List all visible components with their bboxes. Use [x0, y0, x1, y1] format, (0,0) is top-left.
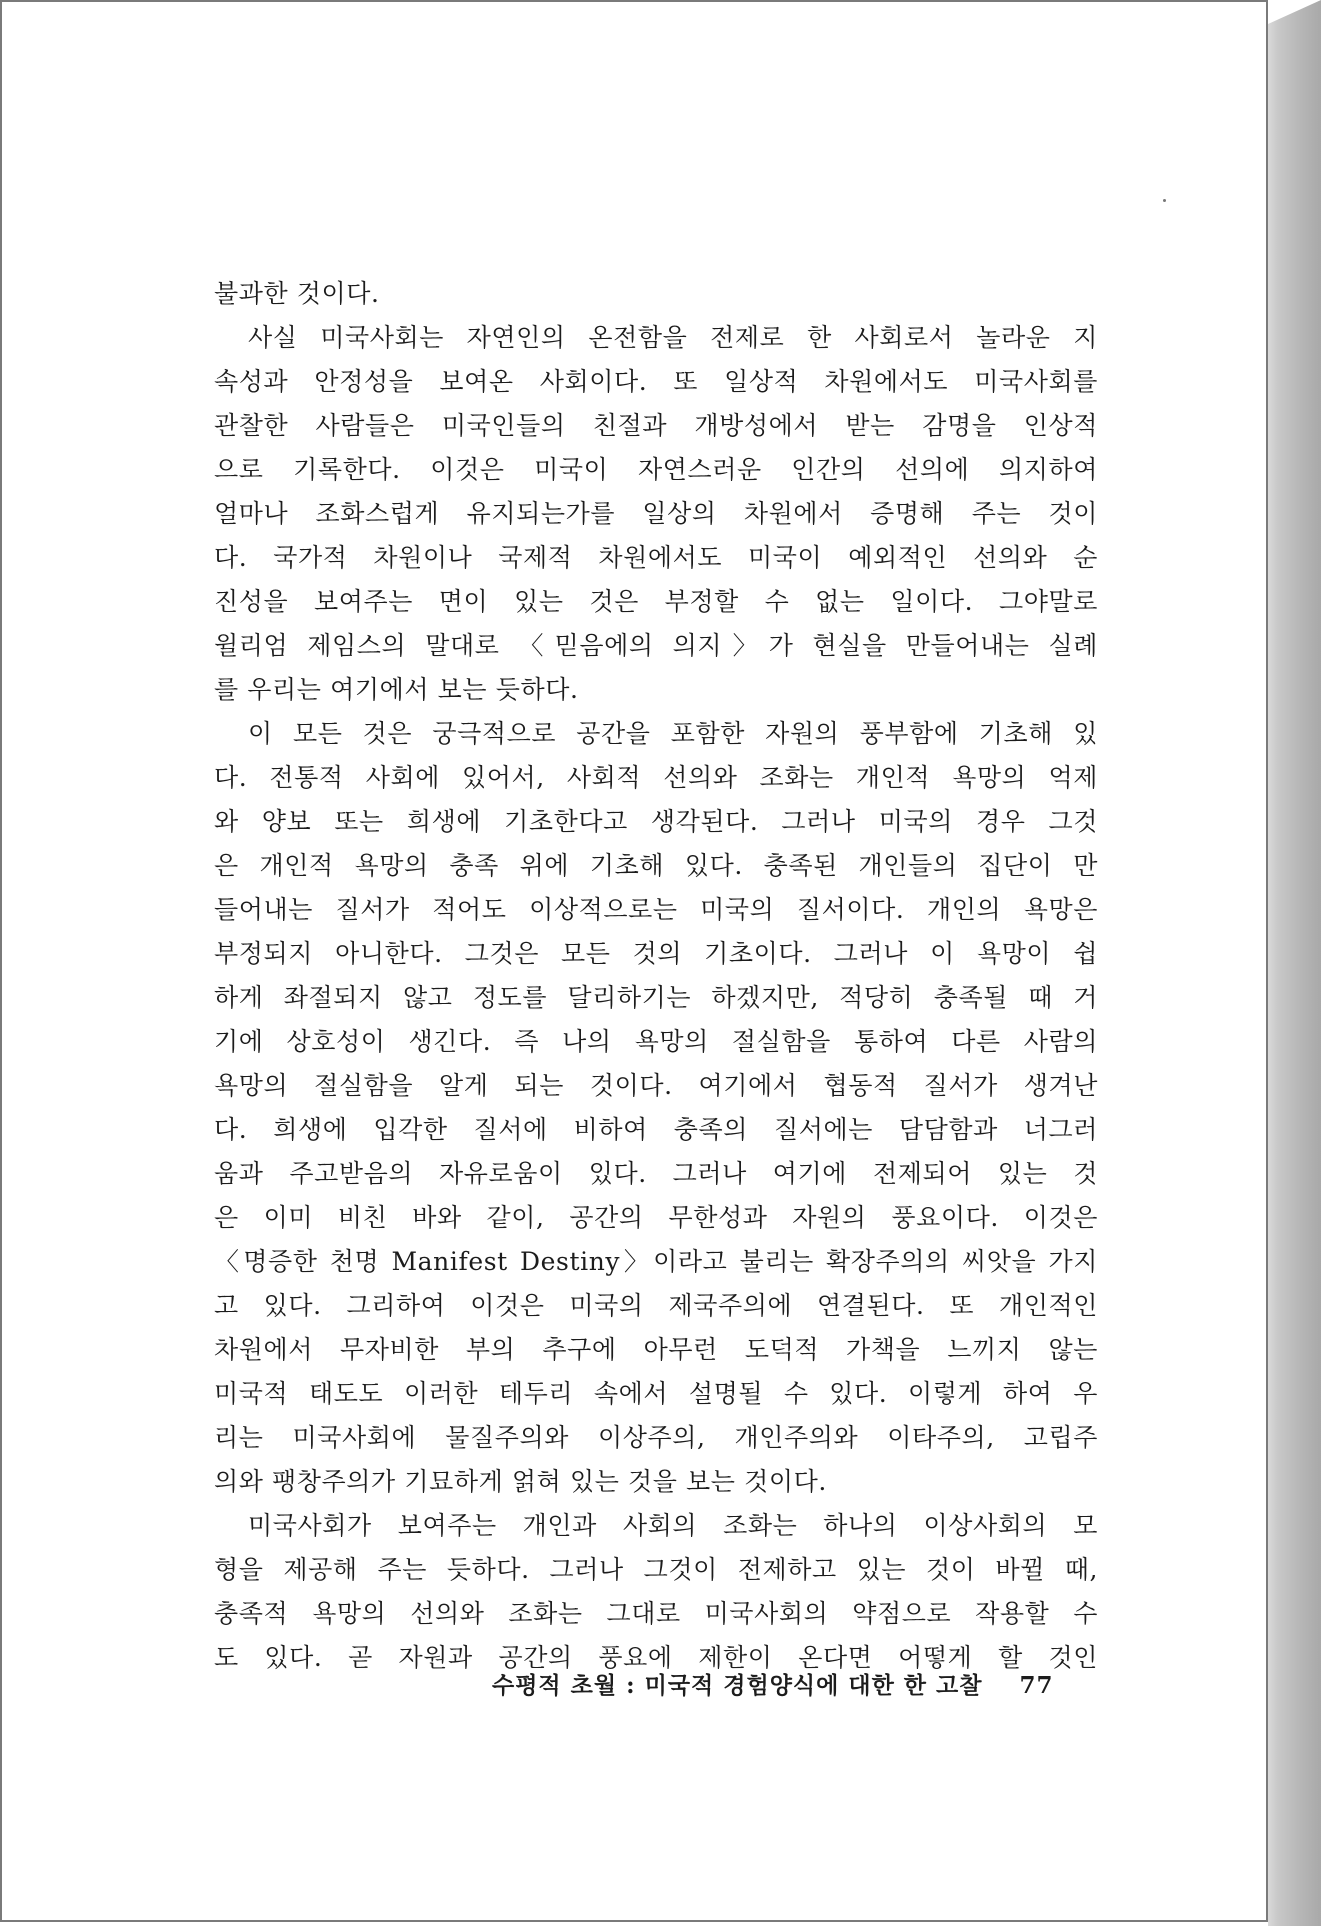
text-line: 관찰한 사람들은 미국인들의 친절과 개방성에서 받는 감명을 인상적 — [214, 411, 1098, 440]
text-line: 윌리엄 제임스의 말대로 〈믿음에의 의지〉가 현실을 만들어내는 실례 — [214, 631, 1098, 660]
scan-speck — [1163, 199, 1166, 202]
text-line: 〈명증한 천명 Manifest Destiny〉이라고 불리는 확장주의의 씨앗을 가지 — [214, 1247, 1098, 1276]
text-line: 얼마나 조화스럽게 유지되는가를 일상의 차원에서 증명해 주는 것이 — [214, 499, 1098, 528]
body-text — [214, 272, 1098, 1680]
text-line: 사실 미국사회는 자연인의 온전함을 전제로 한 사회로서 놀라운 지 — [248, 323, 1098, 352]
text-line: 리는 미국사회에 물질주의와 이상주의, 개인주의와 이타주의, 고립주 — [214, 1423, 1098, 1452]
text-line: 의와 팽창주의가 기묘하게 얽혀 있는 것을 보는 것이다. — [214, 1467, 827, 1496]
text-line: 고 있다. 그리하여 이것은 미국의 제국주의에 연결된다. 또 개인적인 — [214, 1291, 1098, 1320]
text-line: 이 모든 것은 궁극적으로 공간을 포함한 자원의 풍부함에 기초해 있 — [248, 719, 1098, 748]
text-line: 충족적 욕망의 선의와 조화는 그대로 미국사회의 약점으로 작용할 수 — [214, 1599, 1098, 1628]
text-line: 다. 전통적 사회에 있어서, 사회적 선의와 조화는 개인적 욕망의 억제 — [214, 763, 1098, 792]
text-line: 은 개인적 욕망의 충족 위에 기초해 있다. 충족된 개인들의 집단이 만 — [214, 851, 1098, 880]
text-line: 욕망의 절실함을 알게 되는 것이다. 여기에서 협동적 질서가 생겨난 — [214, 1071, 1098, 1100]
text-line: 속성과 안정성을 보여온 사회이다. 또 일상적 차원에서도 미국사회를 — [214, 367, 1098, 396]
text-line: 기에 상호성이 생긴다. 즉 나의 욕망의 절실함을 통하여 다른 사람의 — [214, 1027, 1098, 1056]
text-line: 미국적 태도도 이러한 테두리 속에서 설명될 수 있다. 이렇게 하여 우 — [214, 1379, 1098, 1408]
text-line: 미국사회가 보여주는 개인과 사회의 조화는 하나의 이상사회의 모 — [248, 1511, 1098, 1540]
text-line: 으로 기록한다. 이것은 미국이 자연스러운 인간의 선의에 의지하여 — [214, 455, 1098, 484]
text-line: 다. 국가적 차원이나 국제적 차원에서도 미국이 예외적인 선의와 순 — [214, 543, 1098, 572]
text-line: 다. 희생에 입각한 질서에 비하여 충족의 질서에는 담담함과 너그러 — [214, 1115, 1098, 1144]
text-line: 진성을 보여주는 면이 있는 것은 부정할 수 없는 일이다. 그야말로 — [214, 587, 1098, 616]
text-line: 차원에서 무자비한 부의 추구에 아무런 도덕적 가책을 느끼지 않는 — [214, 1335, 1098, 1364]
page-footer — [492, 1666, 1072, 1706]
running-title: 수평적 초월 : 미국적 경험양식에 대한 한 고찰 — [492, 1672, 983, 1699]
text-line: 도 있다. 곧 자원과 공간의 풍요에 제한이 온다면 어떻게 할 것인 — [214, 1643, 1098, 1672]
text-line: 불과한 것이다. — [214, 279, 380, 308]
text-line: 를 우리는 여기에서 보는 듯하다. — [214, 675, 579, 704]
text-line: 형을 제공해 주는 듯하다. 그러나 그것이 전제하고 있는 것이 바뀔 때, — [214, 1555, 1098, 1584]
text-line: 은 이미 비친 바와 같이, 공간의 무한성과 자원의 풍요이다. 이것은 — [214, 1203, 1098, 1232]
text-line: 와 양보 또는 희생에 기초한다고 생각된다. 그러나 미국의 경우 그것 — [214, 807, 1098, 836]
text-line: 하게 좌절되지 않고 정도를 달리하기는 하겠지만, 적당히 충족될 때 거 — [214, 983, 1098, 1012]
text-line: 움과 주고받음의 자유로움이 있다. 그러나 여기에 전제되어 있는 것 — [214, 1159, 1098, 1188]
page-edge-shadow — [1268, 0, 1321, 1926]
text-line: 부정되지 아니한다. 그것은 모든 것의 기초이다. 그러나 이 욕망이 쉽 — [214, 939, 1098, 968]
text-line: 들어내는 질서가 적어도 이상적으로는 미국의 질서이다. 개인의 욕망은 — [214, 895, 1098, 924]
page-number: 77 — [1019, 1672, 1054, 1699]
